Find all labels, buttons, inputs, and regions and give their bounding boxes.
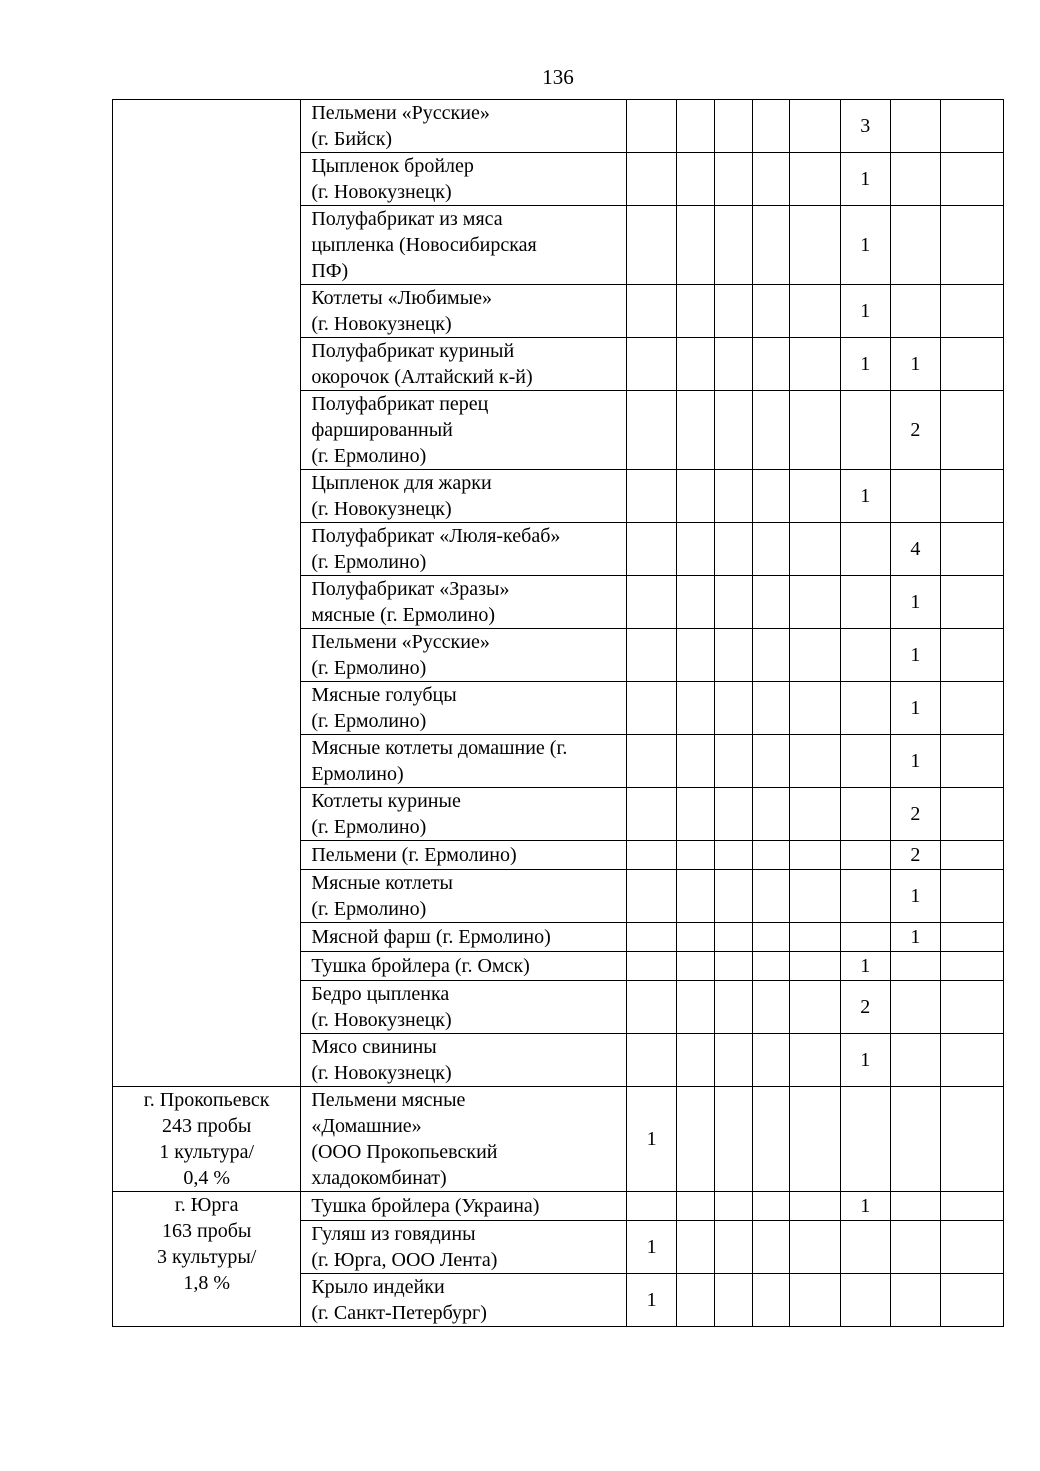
count-cell	[752, 1221, 789, 1274]
count-cell	[790, 1221, 841, 1274]
count-cell	[752, 981, 789, 1034]
count-cell	[840, 870, 890, 923]
count-cell: 1	[840, 952, 890, 981]
count-cell	[715, 523, 752, 576]
count-cell	[941, 870, 1004, 923]
count-cell	[715, 153, 752, 206]
count-cell	[627, 682, 677, 735]
count-cell: 1	[890, 338, 941, 391]
count-cell	[752, 923, 789, 952]
count-cell	[715, 952, 752, 981]
count-cell	[715, 923, 752, 952]
count-cell: 1	[840, 1034, 890, 1087]
product-cell: Пельмени (г. Ермолино)	[301, 841, 627, 870]
count-cell	[715, 100, 752, 153]
region-cell	[113, 100, 301, 1087]
count-cell	[627, 100, 677, 153]
page-number: 136	[542, 65, 574, 89]
count-cell	[790, 285, 841, 338]
count-cell	[715, 1087, 752, 1192]
count-cell	[676, 1034, 714, 1087]
count-cell	[715, 735, 752, 788]
product-cell: Крыло индейки (г. Санкт-Петербург)	[301, 1274, 627, 1327]
count-cell	[676, 206, 714, 285]
count-cell	[676, 391, 714, 470]
count-cell	[676, 923, 714, 952]
count-cell	[676, 100, 714, 153]
count-cell	[715, 391, 752, 470]
count-cell	[627, 470, 677, 523]
count-cell	[752, 100, 789, 153]
count-cell	[941, 1087, 1004, 1192]
count-cell	[752, 391, 789, 470]
count-cell	[790, 870, 841, 923]
count-cell	[715, 206, 752, 285]
count-cell	[752, 1087, 789, 1192]
count-cell	[627, 338, 677, 391]
count-cell	[840, 788, 890, 841]
count-cell	[676, 981, 714, 1034]
product-cell: Цыпленок для жарки (г. Новокузнецк)	[301, 470, 627, 523]
count-cell	[676, 1274, 714, 1327]
count-cell: 1	[840, 153, 890, 206]
count-cell	[941, 100, 1004, 153]
count-cell: 2	[890, 391, 941, 470]
count-cell	[790, 100, 841, 153]
count-cell	[790, 470, 841, 523]
count-cell	[941, 391, 1004, 470]
count-cell	[790, 952, 841, 981]
count-cell	[790, 576, 841, 629]
product-cell: Мясной фарш (г. Ермолино)	[301, 923, 627, 952]
count-cell	[941, 523, 1004, 576]
count-cell	[790, 629, 841, 682]
count-cell	[840, 629, 890, 682]
count-cell: 1	[890, 870, 941, 923]
count-cell	[752, 841, 789, 870]
count-cell	[840, 682, 890, 735]
count-cell	[676, 870, 714, 923]
product-cell: Пельмени «Русские» (г. Ермолино)	[301, 629, 627, 682]
count-cell	[790, 153, 841, 206]
count-cell	[941, 206, 1004, 285]
count-cell	[752, 153, 789, 206]
count-cell	[627, 153, 677, 206]
count-cell	[715, 981, 752, 1034]
count-cell	[715, 870, 752, 923]
count-cell	[790, 841, 841, 870]
count-cell	[627, 576, 677, 629]
product-cell: Полуфабрикат «Зразы» мясные (г. Ермолино)	[301, 576, 627, 629]
count-cell	[752, 952, 789, 981]
count-cell	[752, 206, 789, 285]
count-cell	[790, 682, 841, 735]
table-body	[113, 100, 1004, 1327]
count-cell	[627, 1034, 677, 1087]
count-cell: 2	[890, 788, 941, 841]
count-cell	[840, 391, 890, 470]
count-cell	[752, 788, 789, 841]
count-cell: 1	[627, 1274, 677, 1327]
region-cell: г. Прокопьевск 243 пробы 1 культура/ 0,4 %	[113, 1087, 301, 1192]
count-cell	[627, 981, 677, 1034]
count-cell	[840, 1087, 890, 1192]
count-cell	[941, 1274, 1004, 1327]
product-cell: Полуфабрикат «Люля-кебаб» (г. Ермолино)	[301, 523, 627, 576]
count-cell	[790, 981, 841, 1034]
count-cell	[890, 470, 941, 523]
count-cell	[840, 841, 890, 870]
product-cell: Полуфабрикат куриный окорочок (Алтайский к-й)	[301, 338, 627, 391]
product-cell: Тушка бройлера (Украина)	[301, 1192, 627, 1221]
count-cell	[890, 100, 941, 153]
count-cell: 1	[890, 682, 941, 735]
count-cell	[627, 870, 677, 923]
count-cell	[890, 1034, 941, 1087]
count-cell	[941, 952, 1004, 981]
count-cell	[941, 841, 1004, 870]
product-cell: Котлеты «Любимые» (г. Новокузнецк)	[301, 285, 627, 338]
product-cell: Котлеты куриные (г. Ермолино)	[301, 788, 627, 841]
count-cell	[941, 788, 1004, 841]
count-cell	[676, 470, 714, 523]
count-cell	[676, 285, 714, 338]
count-cell	[752, 1274, 789, 1327]
count-cell	[715, 1192, 752, 1221]
count-cell	[715, 1034, 752, 1087]
count-cell	[627, 629, 677, 682]
count-cell	[752, 523, 789, 576]
count-cell	[790, 391, 841, 470]
count-cell	[752, 682, 789, 735]
count-cell	[790, 788, 841, 841]
count-cell: 1	[840, 1192, 890, 1221]
count-cell	[676, 841, 714, 870]
count-cell	[790, 1034, 841, 1087]
count-cell	[890, 1274, 941, 1327]
count-cell	[840, 523, 890, 576]
count-cell	[752, 629, 789, 682]
count-cell	[752, 576, 789, 629]
count-cell	[715, 576, 752, 629]
count-cell: 4	[890, 523, 941, 576]
count-cell	[627, 391, 677, 470]
count-cell	[715, 338, 752, 391]
product-cell: Полуфабрикат перец фаршированный (г. Ермолино)	[301, 391, 627, 470]
count-cell	[941, 153, 1004, 206]
count-cell	[941, 1192, 1004, 1221]
count-cell	[752, 1034, 789, 1087]
count-cell	[941, 682, 1004, 735]
count-cell	[790, 523, 841, 576]
count-cell: 3	[840, 100, 890, 153]
count-cell: 1	[840, 206, 890, 285]
count-cell	[941, 923, 1004, 952]
product-cell: Полуфабрикат из мяса цыпленка (Новосибирская ПФ)	[301, 206, 627, 285]
count-cell	[676, 153, 714, 206]
count-cell	[676, 788, 714, 841]
count-cell	[715, 285, 752, 338]
count-cell	[840, 735, 890, 788]
count-cell	[941, 1034, 1004, 1087]
count-cell: 2	[890, 841, 941, 870]
count-cell	[941, 629, 1004, 682]
table-row	[113, 1087, 1004, 1192]
count-cell	[840, 576, 890, 629]
product-cell: Бедро цыпленка (г. Новокузнецк)	[301, 981, 627, 1034]
count-cell	[941, 576, 1004, 629]
count-cell	[890, 1192, 941, 1221]
count-cell	[752, 735, 789, 788]
product-cell: Мясные котлеты (г. Ермолино)	[301, 870, 627, 923]
product-cell: Тушка бройлера (г. Омск)	[301, 952, 627, 981]
count-cell	[676, 1192, 714, 1221]
count-cell	[676, 1087, 714, 1192]
count-cell	[676, 338, 714, 391]
count-cell	[627, 788, 677, 841]
count-cell	[790, 338, 841, 391]
count-cell	[715, 841, 752, 870]
count-cell	[627, 206, 677, 285]
count-cell	[941, 285, 1004, 338]
count-cell: 1	[840, 338, 890, 391]
count-cell	[752, 1192, 789, 1221]
product-cell: Гуляш из говядины (г. Юрга, ООО Лента)	[301, 1221, 627, 1274]
count-cell: 1	[890, 576, 941, 629]
count-cell	[715, 629, 752, 682]
count-cell	[627, 952, 677, 981]
count-cell	[676, 576, 714, 629]
count-cell	[840, 1274, 890, 1327]
count-cell	[627, 285, 677, 338]
count-cell	[627, 1192, 677, 1221]
count-cell	[840, 1221, 890, 1274]
table-row	[113, 1192, 1004, 1221]
count-cell	[941, 1221, 1004, 1274]
count-cell	[790, 1087, 841, 1192]
count-cell	[676, 952, 714, 981]
count-cell	[890, 285, 941, 338]
count-cell	[627, 923, 677, 952]
count-cell	[890, 981, 941, 1034]
count-cell	[941, 735, 1004, 788]
count-cell	[715, 1221, 752, 1274]
product-cell: Мясные голубцы (г. Ермолино)	[301, 682, 627, 735]
count-cell	[890, 1087, 941, 1192]
count-cell	[715, 1274, 752, 1327]
region-cell: г. Юрга 163 пробы 3 культуры/ 1,8 %	[113, 1192, 301, 1327]
count-cell	[890, 952, 941, 981]
count-cell	[715, 788, 752, 841]
count-cell	[715, 470, 752, 523]
count-cell	[715, 682, 752, 735]
count-cell: 1	[890, 629, 941, 682]
count-cell	[676, 682, 714, 735]
count-cell: 1	[890, 735, 941, 788]
product-cell: Пельмени мясные «Домашние» (ООО Прокопьевский хладокомбинат)	[301, 1087, 627, 1192]
count-cell	[676, 629, 714, 682]
product-cell: Пельмени «Русские» (г. Бийск)	[301, 100, 627, 153]
count-cell	[752, 470, 789, 523]
product-cell: Мясные котлеты домашние (г. Ермолино)	[301, 735, 627, 788]
count-cell	[890, 1221, 941, 1274]
results-table	[112, 99, 1004, 1327]
count-cell	[890, 153, 941, 206]
count-cell	[790, 735, 841, 788]
count-cell: 2	[840, 981, 890, 1034]
count-cell	[676, 1221, 714, 1274]
product-cell: Цыпленок бройлер (г. Новокузнецк)	[301, 153, 627, 206]
count-cell	[627, 841, 677, 870]
count-cell	[890, 206, 941, 285]
count-cell	[790, 206, 841, 285]
count-cell	[752, 285, 789, 338]
count-cell: 1	[890, 923, 941, 952]
count-cell	[752, 338, 789, 391]
count-cell	[790, 923, 841, 952]
count-cell: 1	[627, 1087, 677, 1192]
count-cell	[627, 523, 677, 576]
count-cell	[941, 981, 1004, 1034]
count-cell	[752, 870, 789, 923]
table-row	[113, 100, 1004, 153]
count-cell	[790, 1274, 841, 1327]
count-cell	[676, 523, 714, 576]
count-cell	[676, 735, 714, 788]
count-cell: 1	[840, 470, 890, 523]
count-cell	[790, 1192, 841, 1221]
count-cell	[941, 338, 1004, 391]
count-cell: 1	[627, 1221, 677, 1274]
count-cell	[840, 923, 890, 952]
count-cell: 1	[840, 285, 890, 338]
count-cell	[627, 735, 677, 788]
product-cell: Мясо свинины (г. Новокузнецк)	[301, 1034, 627, 1087]
count-cell	[941, 470, 1004, 523]
